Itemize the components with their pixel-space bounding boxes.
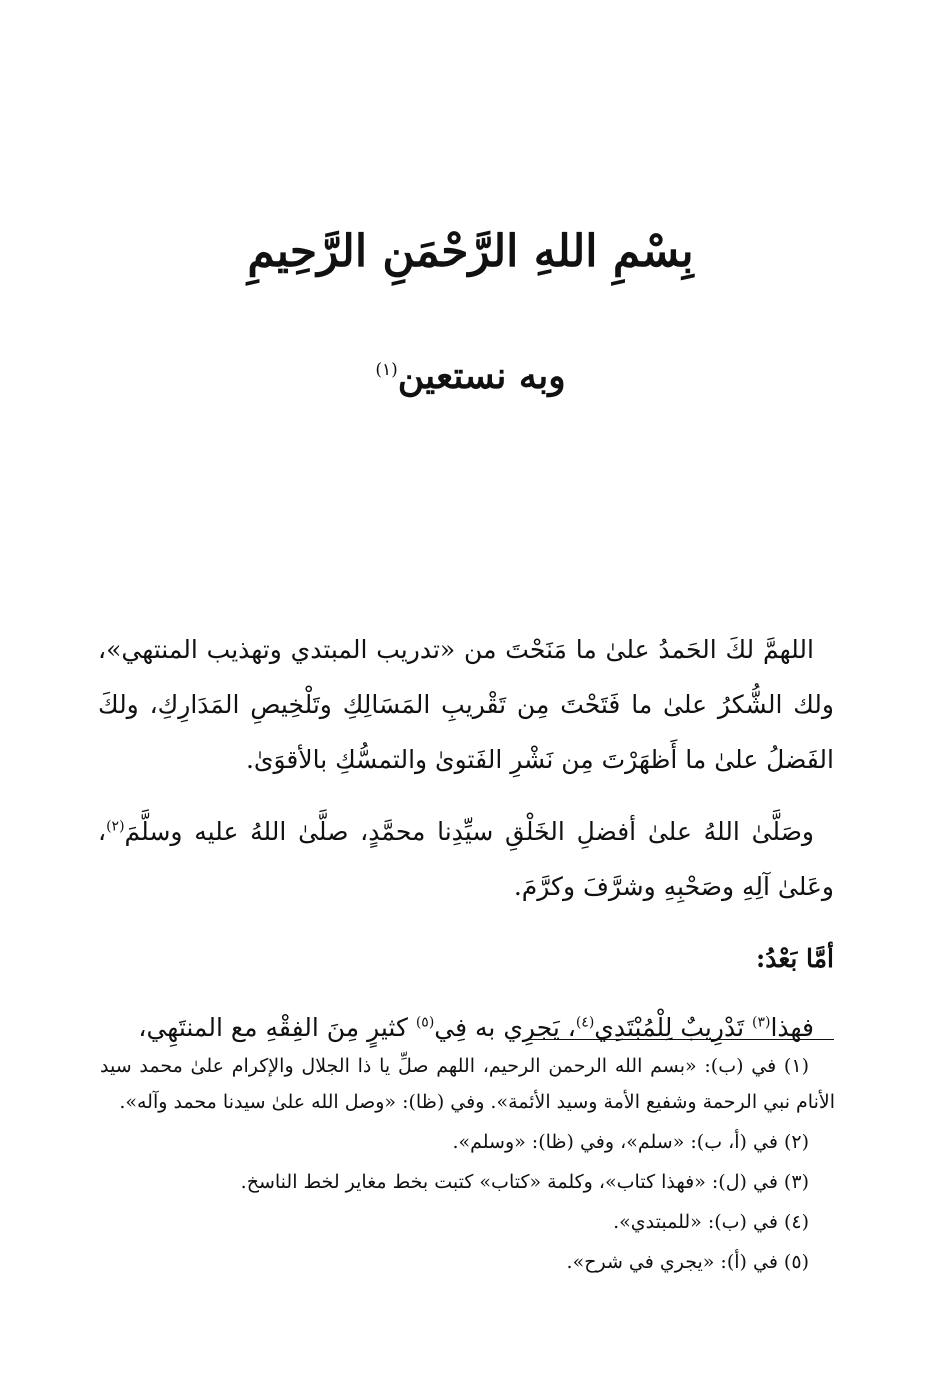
main-text [98, 622, 834, 1072]
paragraph-salutation [98, 804, 834, 914]
intro-text: تَدْرِيبٌ لِلْمُبْتَدِي [594, 1013, 752, 1042]
page-subtitle [0, 340, 941, 406]
footnote-marker: (٣) [751, 1014, 771, 1031]
intro-text: فهذا [770, 1013, 814, 1042]
footnote-3: (٣) في (ل): «فهذا كتاب»، وكلمة «كتاب» كتبت بخط مغاير لخط الناسخ. [240, 1171, 809, 1193]
footnote-marker: (٤) [575, 1014, 595, 1031]
footnote-2: (٢) في (أ، ب): «سلم»، وفي (ظا): «وسلم». [452, 1131, 809, 1153]
footnotes [100, 1048, 835, 1284]
footnote-marker: (٥) [415, 1014, 435, 1031]
paragraph-praise: اللهمَّ لكَ الحَمدُ علىٰ ما مَنَحْتَ من «تدريب المبتدي وتهذيب المنتهي»، ولك الشُّكرُ علىٰ ما فَتَحْتَ مِن تَقْريبِ المَسَالِكِ وتَلْخِيصِ المَدَارِكِ، ولكَ الفَضلُ علىٰ ما أَظهَرْتَ مِن نَشْرِ الفَتوىٰ والتمسُّكِ بالأقوَىٰ. [98, 635, 834, 774]
paragraph-intro [98, 1000, 834, 1055]
salutation-text-end: ، وعَلىٰ آلِهِ وصَحْبِهِ وشرَّفَ وكرَّمَ. [98, 817, 834, 901]
footnote-5: (٥) في (أ): «يجري في شرح». [566, 1251, 809, 1273]
subtitle-text: وبه نستعين [397, 355, 566, 397]
footnote-divider [529, 1039, 834, 1040]
intro-text: كثيرٍ مِنَ الفِقْهِ مع المنتَهِي، [138, 1013, 416, 1042]
footnote-1: (١) في (ب): «بسم الله الرحمن الرحيم، اللهم صلِّ يا ذا الجلال والإكرام علىٰ محمد سيد الأنام نبي الرحمة وشفيع الأمة وسيد الأئمة». وفي (ظا): «وصل الله علىٰ سيدنا محمد وآله». [100, 1055, 835, 1113]
footnote-4: (٤) في (ب): «للمبتدي». [613, 1211, 809, 1233]
basmala-calligraphy: بِسْمِ اللهِ الرَّحْمَنِ الرَّحِيمِ [247, 226, 694, 277]
footnote-marker: (٢) [106, 818, 125, 835]
section-heading: أمَّا بَعْدُ: [755, 944, 834, 973]
salutation-text: وصَلَّىٰ اللهُ علىٰ أفضلِ الخَلْقِ سيِّدِنا محمَّدٍ، صلَّىٰ اللهُ عليه وسلَّمَ [124, 817, 814, 846]
footnote-marker: (١) [375, 360, 398, 380]
intro-text: ، يَجرِي به فِي [434, 1013, 576, 1042]
